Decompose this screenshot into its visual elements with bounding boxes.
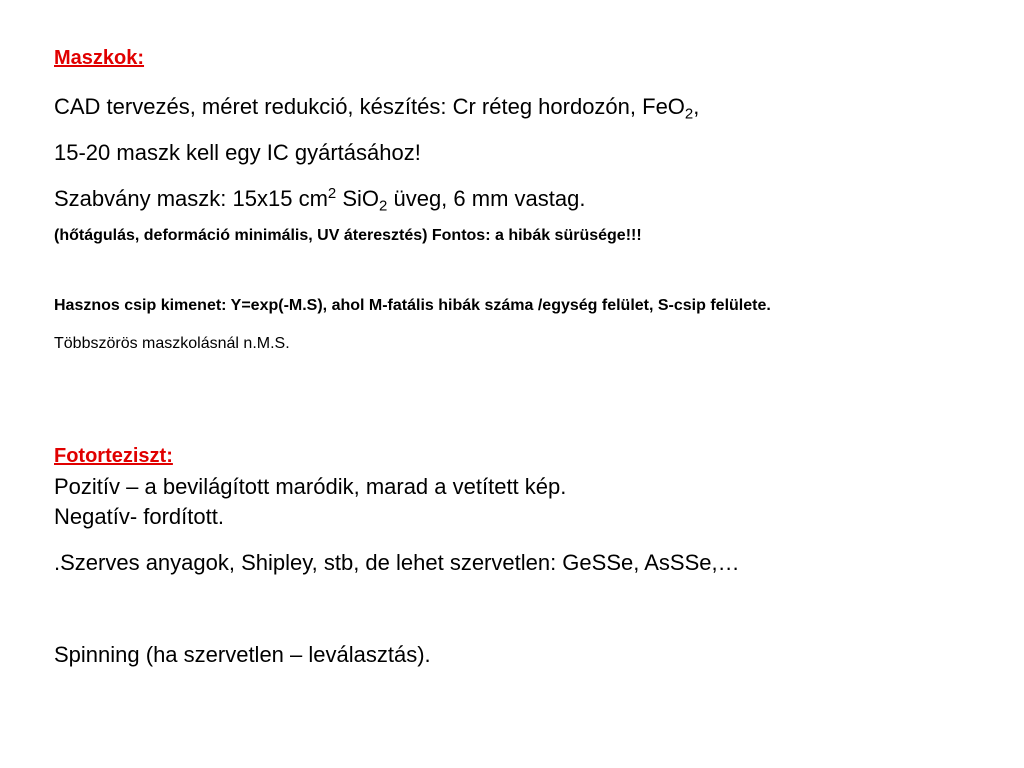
photoresist-line-spinning: Spinning (ha szervetlen – leválasztás). [54,642,431,667]
masks-heading: Maszkok: [54,47,145,69]
masks-line-cad [54,94,700,123]
photoresist-line-materials: .Szerves anyagok, Shipley, stb, de lehet szervetlen: GeSSe, AsSSe,… [54,550,740,575]
masks-line-standard-b: SiO [336,186,380,211]
masks-line-cad-text: CAD tervezés, méret redukció, készítés: Cr réteg hordozón, FeO [54,94,685,119]
masks-line-multiple: Többszörös maszkolásnál n.M.S. [54,335,290,352]
masks-line-standard-c: üveg, 6 mm vastag. [387,186,586,211]
masks-line-cad-tail: , [693,94,700,119]
masks-line-yield: Hasznos csip kimenet: Y=exp(-M.S), ahol M-fatális hibák száma /egység felület, S-csip felülete. [54,297,771,314]
photoresist-heading: Fotorteziszt: [54,445,173,467]
masks-line-standard-superscript: 2 [327,184,337,202]
photoresist-line-negative: Negatív- fordított. [54,504,224,529]
masks-line-standard [54,184,586,215]
masks-line-cad-subscript: 2 [684,105,694,123]
masks-line-count: 15-20 maszk kell egy IC gyártásához! [54,140,421,165]
masks-line-standard-a: Szabvány maszk: 15x15 cm [54,186,328,211]
masks-line-standard-subscript: 2 [379,197,388,215]
masks-line-important: (hőtágulás, deformáció minimális, UV áteresztés) Fontos: a hibák sürüsége!!! [54,227,642,244]
photoresist-line-positive: Pozitív – a bevilágított maródik, marad a vetített kép. [54,474,567,499]
